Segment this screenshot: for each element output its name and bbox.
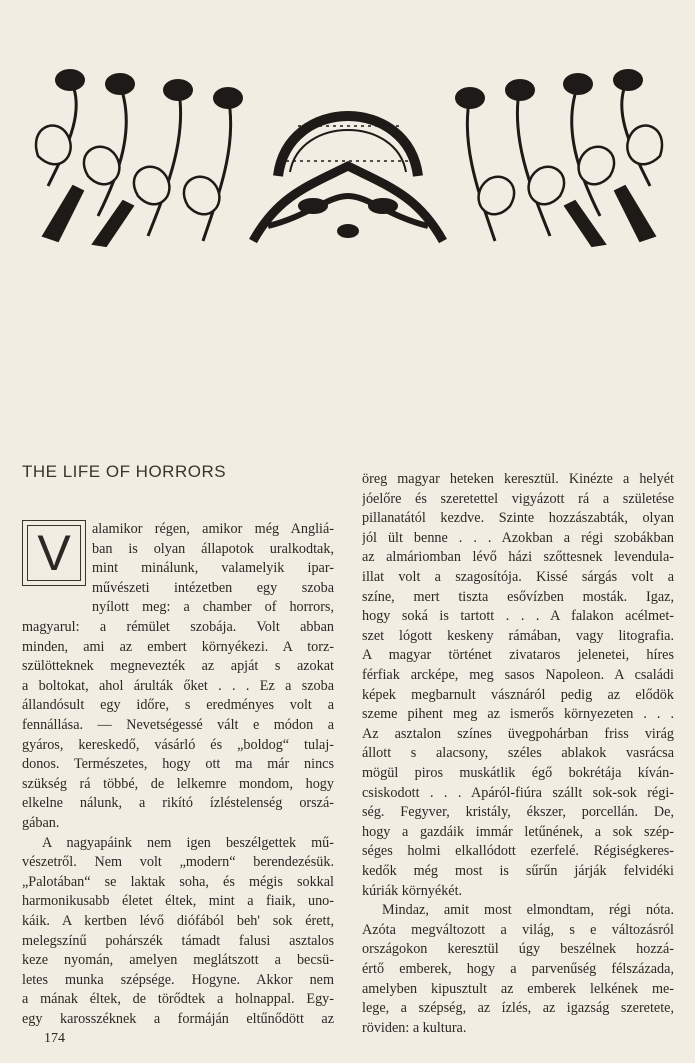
text-line: kedők még most is sűrűn járják felvidéki xyxy=(362,863,674,879)
text-line: gában. xyxy=(22,815,60,831)
text-line: minden, ami az embert környékezi. A torz- xyxy=(22,638,334,655)
text-line: elkelne nálunk, a rikító ízléstelenség orszá- xyxy=(22,795,334,812)
decorative-floral-headpiece xyxy=(28,66,670,248)
text-line: magyarul: a rémület szobája. Volt abban xyxy=(22,619,334,635)
text-line: szülötteknek megnevezték az apját s azokat xyxy=(22,658,334,675)
text-line: fennállása. — Nevetségessé vált e módon a xyxy=(22,717,334,733)
text-line: művészeti intézetben egy szoba xyxy=(92,579,334,596)
right-flowers xyxy=(467,76,650,241)
drop-cap-frame xyxy=(27,525,81,581)
text-line: szükség rá többé, de lelkemre mondom, hogy xyxy=(22,775,334,792)
article-title: THE LIFE OF HORRORS xyxy=(22,462,227,481)
text-line: káik. A kertben lévő diófából beh' sok érett, xyxy=(22,913,334,929)
text-line: séges holmi elkallódott ezerfelé. Régiségkeres- xyxy=(362,843,674,860)
right-blooms xyxy=(456,70,642,108)
central-arch xyxy=(253,116,443,241)
text-line: vészetről. Nem volt „modern“ berendezésük. xyxy=(22,854,334,871)
text-line: szeme pihent meg az ismerős környezeten . . . xyxy=(362,706,674,723)
text-line: férfiak arcképe, meg sasos Napoleon. A családi xyxy=(362,667,674,683)
text-line: harmonikusabb életet éltek, mint a fiaik, uno- xyxy=(22,893,334,910)
left-blooms xyxy=(56,70,242,108)
text-line: nyílott meg: a chamber of horrors, xyxy=(92,599,334,616)
text-line: röviden: a kultura. xyxy=(362,1019,467,1036)
text-line: A magyar történet zivataros jelenetei, híres xyxy=(362,647,674,664)
text-line: jól ült benne . . . Azokban a régi szobákban xyxy=(362,529,674,546)
text-line: országokon keresztül úgy beszélnek hozzá- xyxy=(362,941,674,958)
text-line: egy karosszéknek a formáján eltűnődött az xyxy=(22,1011,334,1027)
text-line: donos. Természetes, hogy ott ma már nincs xyxy=(22,756,334,773)
drop-cap-letter: V xyxy=(37,525,71,581)
text-line: kúriák környékét. xyxy=(362,882,463,899)
text-line: értő emberek, hogy a parvenűség félszázada, xyxy=(362,961,674,977)
text-line: jóelőre és szeretettel vigyázott rá a születése xyxy=(362,490,674,507)
text-line: Azóta megváltozott a világ, s e változásról xyxy=(362,921,674,938)
text-line: mögül piros muskátlik égő bokrétája kíván- xyxy=(362,765,674,781)
text-line: pillanatától kezdve. Szinte hozzászabták, olyan xyxy=(362,510,674,527)
text-line: Mindaz, amit most elmondtam, régi nóta. xyxy=(382,902,674,919)
text-line: ban is olyan állapotok uralkodtak, xyxy=(92,540,334,557)
text-line: hogy a gazdáik immár letűnének, a sok szép- xyxy=(362,823,674,840)
text-line: színe, mert tiszta esővízben mosták. Igaz, xyxy=(362,588,674,605)
text-line: öreg magyar heteken keresztül. Kinézte a helyét xyxy=(362,471,674,487)
text-line: a mának éltek, de törődtek a holnappal. Egy- xyxy=(22,991,334,1008)
right-stem-bases xyxy=(565,186,655,246)
text-line: melegszínű pohárszék támadt falusi asztalos xyxy=(22,932,334,949)
text-line: az almáriomban lévő házi szőttesnek levendula- xyxy=(362,549,674,566)
text-line: mint minálunk, valamelyik ipar- xyxy=(92,560,334,577)
text-line: A nagyapáink nem igen beszélgettek mű- xyxy=(42,834,334,851)
text-line: gyáros, kereskedő, vásárló és „boldog“ tulaj- xyxy=(22,736,334,753)
page-number: 174 xyxy=(44,1031,65,1046)
text-line: állott s alacsony, széles ablakok vasrácsa xyxy=(362,745,674,762)
drop-cap xyxy=(22,520,86,586)
text-line: alamikor régen, amikor még Angliá- xyxy=(92,521,334,537)
left-stem-bases xyxy=(43,186,133,246)
text-line: keze nyomán, amelyen meglátszott a becsü- xyxy=(22,952,334,969)
text-line: amelyben kipusztult az emberek lelkének me- xyxy=(362,980,674,997)
text-line: ség. Fegyver, kristály, ékszer, porcellán. De, xyxy=(362,804,674,821)
text-line: lege, a szépség, az ízlés, az igazság szeretete, xyxy=(362,1000,674,1017)
text-line: hogy soká is tartott . . . A falakon acélmet- xyxy=(362,608,674,625)
text-line: illat volt a szagosítója. Kissé sárgás volt a xyxy=(362,569,674,585)
text-line: szet lógott keskeny rámában, vagy litografia. xyxy=(362,627,674,644)
text-line: letes munka szépsége. Hogyne. Akkor nem xyxy=(22,971,334,988)
text-line: állandósult egy időre, s eredményes volt a xyxy=(22,697,334,714)
text-line: képek megbarnult vásznáról pedig az elődök xyxy=(362,686,674,703)
text-line: „Palotában“ se laktak soha, és mégis sokkal xyxy=(22,873,334,890)
text-line: a boltokat, ahol árulták őket . . . Ez a szoba xyxy=(22,677,334,694)
text-line: Az asztalon színes üvegpohárban friss virág xyxy=(362,725,674,742)
left-flowers xyxy=(48,76,231,241)
text-line: csiskodott . . . Apáról-fiúra szállt sok-sok régi- xyxy=(362,784,674,801)
